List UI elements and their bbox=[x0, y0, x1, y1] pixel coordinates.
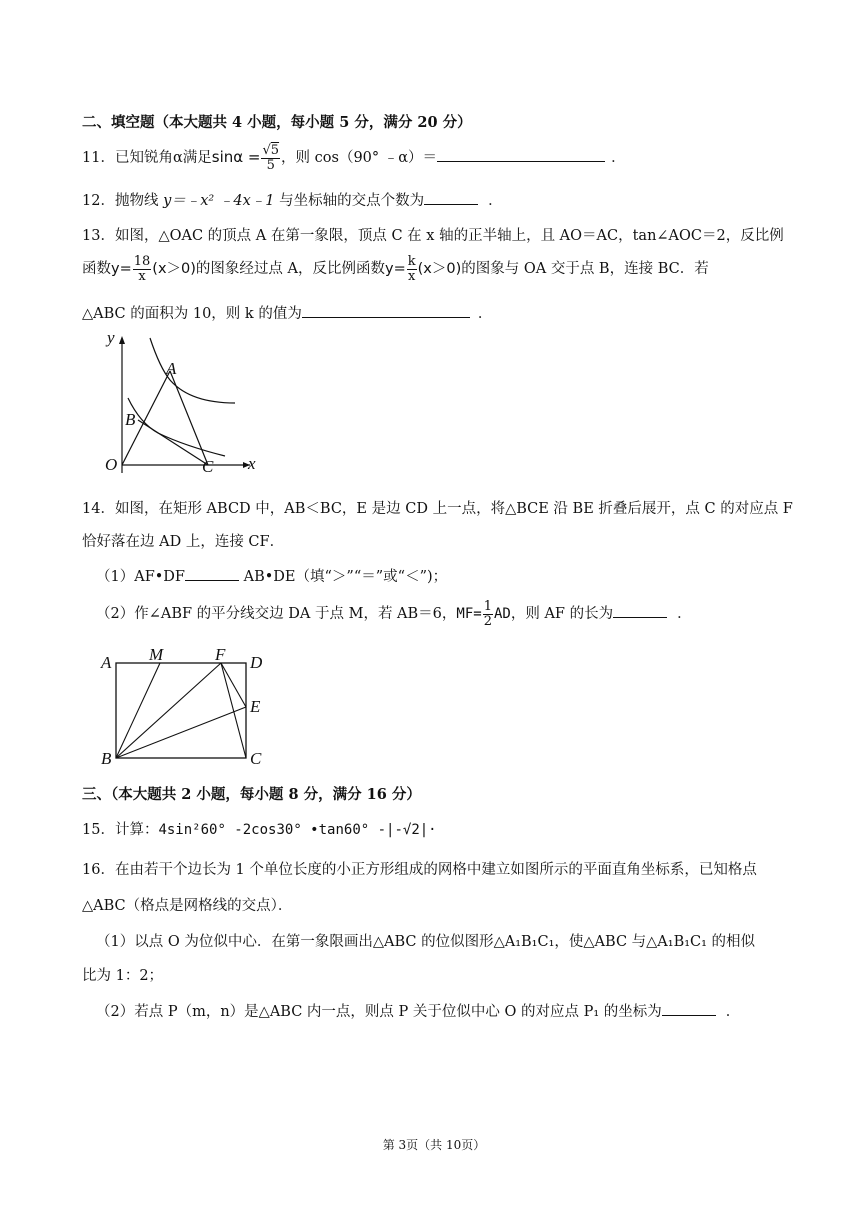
answer-blank[interactable] bbox=[662, 1001, 716, 1016]
label-O: O bbox=[105, 455, 118, 474]
label-B: B bbox=[101, 749, 112, 768]
fraction-one-half: $\frac{1}{2}$ bbox=[483, 598, 492, 629]
curve-k-over-x bbox=[128, 398, 225, 456]
section-heading-fill-blank: 二、填空题（本大题共 4 小题，每小题 5 分，满分 20 分） bbox=[82, 114, 472, 131]
question-16-part2: （2）若点 P（m，n）是△ABC 内一点，则点 P 关于位似中心 O 的对应点 P₁ 的坐标为 ． bbox=[96, 1001, 740, 1022]
question-number: 15． bbox=[82, 822, 115, 838]
sqrt5-over-5-fraction: $\frac{√5}{5}$ bbox=[262, 142, 280, 173]
question-13-line2: 函数y= $\frac{18}{x}$ (x＞0)的图象经过点 A，反比例函数y= $\frac{k}{x}$ (x＞0)的图象与 OA 交于点 B，连接 BC．若 bbox=[82, 253, 709, 284]
question-13-line1: 13．如图，△OAC 的顶点 A 在第一象限，顶点 C 在 x 轴的正半轴上，且 AO＝AC，tan∠AOC＝2，反比例 bbox=[82, 228, 784, 244]
question-14-line1: 14．如图，在矩形 ABCD 中，AB＜BC，E 是边 CD 上一点，将△BCE 沿 BE 折叠后展开，点 C 的对应点 F bbox=[82, 501, 793, 517]
question-14-part1: （1）AF•DF AB•DE（填“＞”“＝”或“＜”)； bbox=[96, 566, 447, 587]
label-F: F bbox=[215, 645, 226, 664]
calculation-expression: 4sin²60° -2cos30° •tan60° -|-√2|· bbox=[158, 822, 437, 838]
question-13-line3: △ABC 的面积为 10，则 k 的值为 ． bbox=[82, 303, 492, 324]
section-heading-3: 三、（本大题共 2 小题，每小题 8 分，满分 16 分） bbox=[82, 786, 421, 803]
page-footer: 第 3页（共 10页） bbox=[382, 1138, 486, 1152]
label-E: E bbox=[250, 697, 261, 716]
fraction-18-over-x: $\frac{18}{x}$ bbox=[133, 253, 151, 284]
parabola-equation: y＝﹣x² ﹣4x﹣1 bbox=[163, 193, 275, 209]
question-number: 11． bbox=[82, 150, 115, 166]
segment-FE bbox=[221, 663, 246, 707]
question-16-part1-line1: （1）以点 O 为位似中心．在第一象限画出△ABC 的位似图形△A₁B₁C₁，使△ABC 与△A₁B₁C₁ 的相似 bbox=[96, 934, 756, 950]
question-15: 15．计算：4sin²60° -2cos30° •tan60° -|-√2|· bbox=[82, 822, 437, 838]
curve-18-over-x bbox=[150, 338, 235, 403]
answer-blank[interactable] bbox=[302, 303, 470, 318]
label-C: C bbox=[202, 457, 214, 476]
label-D: D bbox=[250, 653, 263, 672]
label-M: M bbox=[149, 645, 164, 664]
label-C: C bbox=[250, 749, 262, 768]
question-16-line2: △ABC（格点是网格线的交点）． bbox=[82, 898, 293, 914]
question-12: 12．抛物线 y＝﹣x² ﹣4x﹣1 与坐标轴的交点个数为 ． bbox=[82, 190, 503, 211]
question-number: 16． bbox=[82, 862, 115, 878]
segment-BC bbox=[138, 420, 208, 465]
question-16-part1-line2: 比为 1：2； bbox=[82, 968, 164, 984]
question-16-line1: 16．在由若干个边长为 1 个单位长度的小正方形组成的网格中建立如图所示的平面直角坐标系，已知格点 bbox=[82, 862, 757, 878]
question-number: 13． bbox=[82, 228, 115, 244]
question-11: 11．已知锐角α满足sinα = $\frac{√5}{5}$ ，则 cos（90° ﹣α）＝ ． bbox=[82, 142, 626, 173]
answer-blank[interactable] bbox=[437, 147, 605, 162]
segment-FC bbox=[221, 663, 246, 758]
label-A: A bbox=[101, 653, 112, 672]
label-x: x bbox=[248, 454, 256, 473]
y-axis-arrow bbox=[119, 336, 125, 344]
answer-blank[interactable] bbox=[424, 190, 478, 205]
label-y: y bbox=[107, 328, 115, 347]
figure-q13-graph bbox=[100, 328, 265, 478]
figure-q14-rectangle bbox=[98, 644, 273, 769]
label-B: B bbox=[125, 410, 136, 429]
segment-AC bbox=[170, 371, 208, 465]
rectangle-ABCD bbox=[116, 663, 246, 758]
label-A: A bbox=[166, 359, 177, 378]
question-number: 12． bbox=[82, 193, 115, 209]
fraction-k-over-x: $\frac{k}{x}$ bbox=[407, 253, 416, 284]
question-14-part2: （2）作∠ABF 的平分线交边 DA 于点 M，若 AB＝6，MF= $\frac{1}{2}$ AD，则 AF 的长为 ． bbox=[96, 598, 692, 629]
answer-blank[interactable] bbox=[185, 566, 239, 581]
answer-blank[interactable] bbox=[613, 603, 667, 618]
question-number: 14． bbox=[82, 501, 115, 517]
sin-expression: sinα = bbox=[211, 148, 261, 166]
segment-BF bbox=[116, 663, 221, 758]
question-14-line2: 恰好落在边 AD 上，连接 CF． bbox=[82, 534, 285, 550]
